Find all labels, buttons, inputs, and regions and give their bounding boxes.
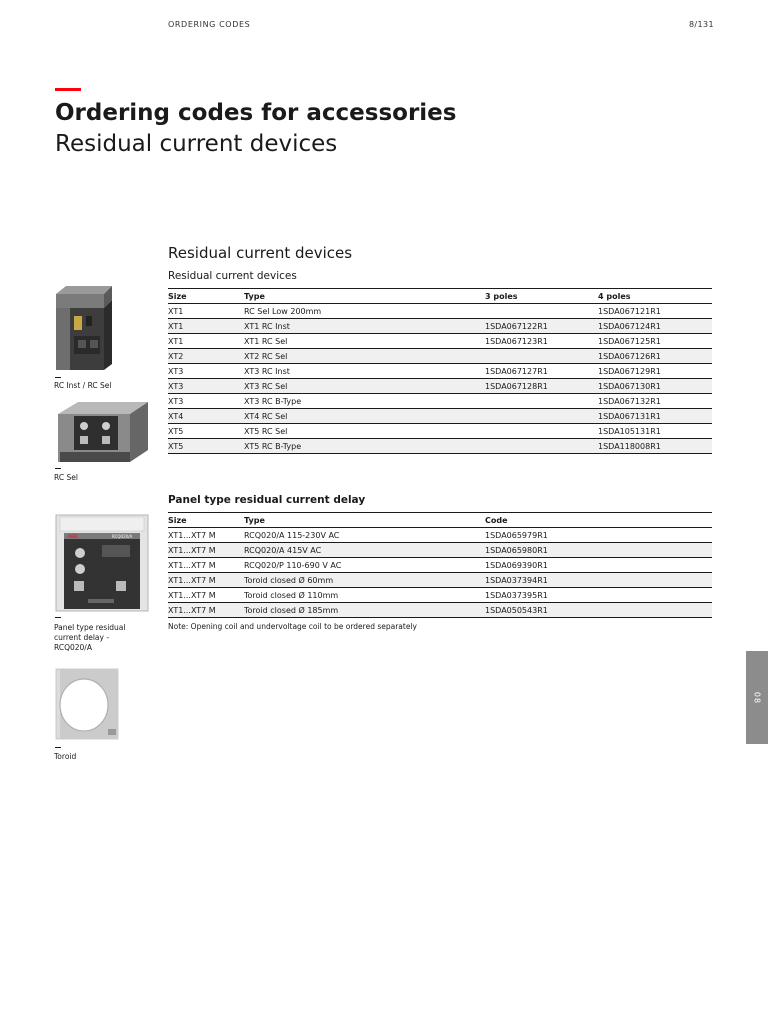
cell-3-poles: 1SDA067122R1: [485, 319, 598, 334]
cell-3-poles: [485, 349, 598, 364]
table-header-row: [168, 289, 712, 304]
table-row: [168, 394, 712, 409]
cell-size: XT1: [168, 319, 244, 334]
cell-code: 1SDA065980R1: [485, 543, 712, 558]
cell-4-poles: 1SDA067132R1: [598, 394, 712, 409]
cell-4-poles: 1SDA118008R1: [598, 439, 712, 454]
cell-3-poles: 1SDA067127R1: [485, 364, 598, 379]
cell-3-poles: 1SDA067128R1: [485, 379, 598, 394]
figure-caption: Toroid: [54, 752, 77, 761]
cell-4-poles: 1SDA105131R1: [598, 424, 712, 439]
cell-size: XT1: [168, 334, 244, 349]
column-header-4-poles: 4 poles: [598, 289, 712, 304]
cell-code: 1SDA069390R1: [485, 558, 712, 573]
cell-size: XT2: [168, 349, 244, 364]
cell-3-poles: [485, 439, 598, 454]
caption-dash: [55, 617, 61, 618]
cell-type: XT5 RC B-Type: [244, 439, 485, 454]
rcq020-panel-relay-image: [54, 513, 150, 617]
cell-4-poles: 1SDA067125R1: [598, 334, 712, 349]
column-header-size: Size: [168, 289, 244, 304]
cell-size: XT5: [168, 439, 244, 454]
rcd-table-caption: Residual current devices: [168, 270, 297, 282]
cell-code: 1SDA050543R1: [485, 603, 712, 618]
cell-4-poles: 1SDA067129R1: [598, 364, 712, 379]
cell-size: XT3: [168, 364, 244, 379]
footnote: Note: Opening coil and undervoltage coil to be ordered separately: [168, 622, 417, 631]
cell-type: RCQ020/A 115-230V AC: [244, 528, 485, 543]
table-row: [168, 543, 712, 558]
table-row: [168, 364, 712, 379]
cell-type: RCQ020/A 415V AC: [244, 543, 485, 558]
cell-3-poles: 1SDA067123R1: [485, 334, 598, 349]
table-row: [168, 304, 712, 319]
cell-3-poles: [485, 424, 598, 439]
column-header-type: Type: [244, 289, 485, 304]
table-row: [168, 319, 712, 334]
page-title: Ordering codes for accessories: [55, 100, 457, 126]
column-header-type: Type: [244, 513, 485, 528]
cell-type: XT3 RC B-Type: [244, 394, 485, 409]
table-row: [168, 439, 712, 454]
cell-size: XT1...XT7 M: [168, 573, 244, 588]
cell-type: Toroid closed Ø 60mm: [244, 573, 485, 588]
accent-bar: [55, 88, 81, 91]
table-row: [168, 424, 712, 439]
table-row: [168, 603, 712, 618]
cell-type: Toroid closed Ø 110mm: [244, 588, 485, 603]
table-row: [168, 334, 712, 349]
panel-relay-ordering-table: [168, 512, 712, 618]
cell-type: XT4 RC Sel: [244, 409, 485, 424]
rcd-ordering-table: [168, 288, 712, 454]
panel-brand-label: ABB: [68, 535, 78, 540]
cell-4-poles: 1SDA067124R1: [598, 319, 712, 334]
column-header-code: Code: [485, 513, 712, 528]
cell-size: XT3: [168, 379, 244, 394]
cell-size: XT1...XT7 M: [168, 603, 244, 618]
cell-type: XT3 RC Sel: [244, 379, 485, 394]
column-header-size: Size: [168, 513, 244, 528]
cell-3-poles: [485, 409, 598, 424]
column-header-3-poles: 3 poles: [485, 289, 598, 304]
cell-3-poles: [485, 304, 598, 319]
figure-caption: RC Inst / RC Sel: [54, 381, 112, 390]
cell-code: 1SDA037395R1: [485, 588, 712, 603]
cell-size: XT1...XT7 M: [168, 543, 244, 558]
cell-4-poles: 1SDA067131R1: [598, 409, 712, 424]
panel-table-caption: Panel type residual current delay: [168, 494, 366, 506]
table-row: [168, 573, 712, 588]
table-row: [168, 349, 712, 364]
cell-code: 1SDA037394R1: [485, 573, 712, 588]
caption-dash: [55, 747, 61, 748]
cell-type: XT1 RC Sel: [244, 334, 485, 349]
cell-type: XT3 RC Inst: [244, 364, 485, 379]
chapter-tab-label: 08: [752, 691, 762, 704]
panel-model-label: RCQ020/A: [112, 534, 133, 539]
caption-dash: [55, 377, 61, 378]
table-row: [168, 588, 712, 603]
table-header-row: [168, 513, 712, 528]
cell-size: XT1...XT7 M: [168, 528, 244, 543]
figure-caption: RC Sel: [54, 473, 78, 482]
cell-size: XT1: [168, 304, 244, 319]
cell-size: XT4: [168, 409, 244, 424]
cell-size: XT3: [168, 394, 244, 409]
cell-3-poles: [485, 394, 598, 409]
table-row: [168, 379, 712, 394]
page-subtitle: Residual current devices: [55, 131, 338, 157]
cell-code: 1SDA065979R1: [485, 528, 712, 543]
cell-type: XT2 RC Sel: [244, 349, 485, 364]
cell-type: XT1 RC Inst: [244, 319, 485, 334]
cell-4-poles: 1SDA067121R1: [598, 304, 712, 319]
rc-inst-device-image: [54, 286, 114, 376]
cell-4-poles: 1SDA067130R1: [598, 379, 712, 394]
cell-type: RCQ020/P 110-690 V AC: [244, 558, 485, 573]
section-title: Residual current devices: [168, 244, 353, 262]
cell-type: RC Sel Low 200mm: [244, 304, 485, 319]
table-row: [168, 558, 712, 573]
cell-size: XT1...XT7 M: [168, 558, 244, 573]
page-number: 8/131: [688, 20, 714, 29]
cell-size: XT5: [168, 424, 244, 439]
rc-sel-device-image: [54, 400, 150, 468]
figure-caption: Panel type residual current delay - RCQ020/A: [54, 623, 126, 652]
cell-4-poles: 1SDA067126R1: [598, 349, 712, 364]
running-header: ORDERING CODES: [168, 20, 251, 29]
chapter-tab: [746, 651, 768, 744]
caption-dash: [55, 468, 61, 469]
table-row: [168, 528, 712, 543]
toroid-image: [54, 667, 122, 745]
table-row: [168, 409, 712, 424]
cell-type: XT5 RC Sel: [244, 424, 485, 439]
cell-size: XT1...XT7 M: [168, 588, 244, 603]
cell-type: Toroid closed Ø 185mm: [244, 603, 485, 618]
